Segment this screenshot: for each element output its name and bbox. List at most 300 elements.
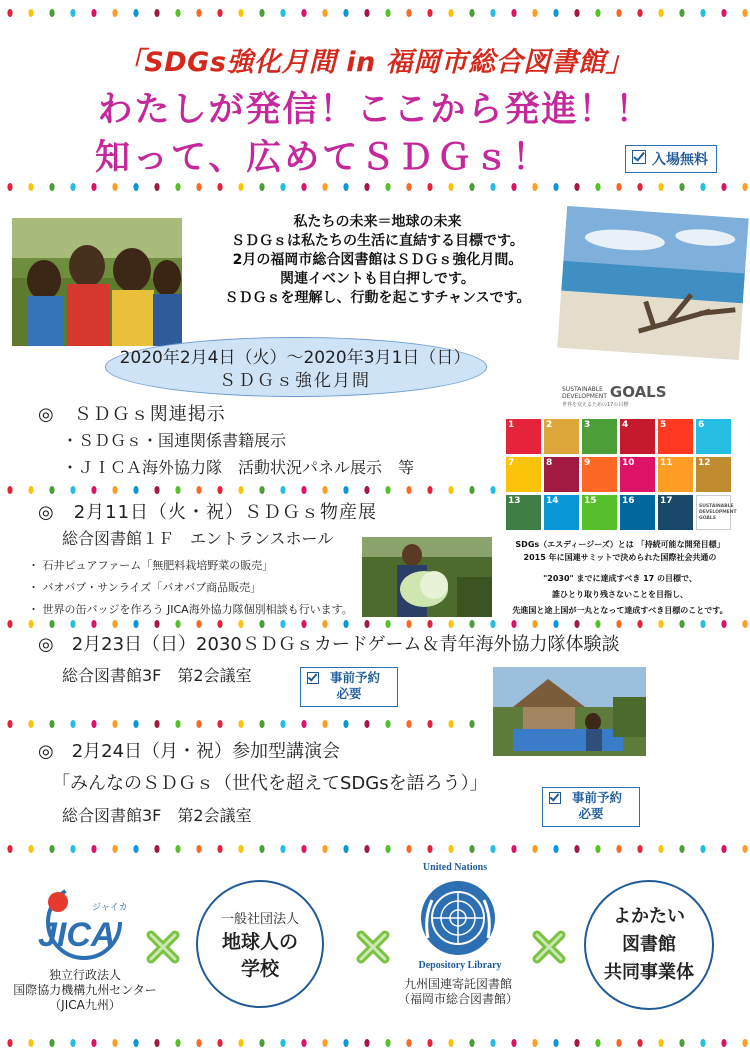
un-caption — [388, 977, 528, 1007]
decorative-dot — [448, 9, 453, 17]
cross-mark-icon — [356, 930, 390, 964]
sdg-goal-8-tile: 8 — [544, 457, 579, 492]
decorative-dot — [343, 845, 348, 853]
yokatai-library-circle — [584, 880, 714, 1010]
sdgs-desc-line: 誰ひとり取り残さないことを目指し、 — [552, 590, 688, 599]
decorative-dot — [7, 183, 12, 191]
decorative-dot — [553, 1039, 558, 1047]
decorative-dot — [385, 720, 390, 728]
decorative-dot — [196, 486, 201, 494]
decorative-dot — [91, 1039, 96, 1047]
decorative-dot — [280, 620, 285, 628]
decorative-dot — [679, 845, 684, 853]
decorative-dot — [469, 183, 474, 191]
decorative-dot — [595, 620, 600, 628]
dot-divider — [0, 842, 750, 856]
decorative-dot — [7, 720, 12, 728]
jica-logo — [28, 880, 140, 960]
period-label: ＳＤＧｓ強化月間 — [219, 371, 371, 391]
decorative-dot — [406, 9, 411, 17]
decorative-dot — [28, 1039, 33, 1047]
decorative-dot — [490, 9, 495, 17]
decorative-dot — [49, 845, 54, 853]
decorative-dot — [133, 486, 138, 494]
cross-mark-icon — [532, 930, 566, 964]
decorative-dot — [91, 9, 96, 17]
event2-item: ・ 世界の缶バッジを作ろう JICA海外協力隊個別相談も行います。 — [28, 603, 353, 616]
decorative-dot — [700, 620, 705, 628]
decorative-dot — [637, 1039, 642, 1047]
sdgs-logo-text: DEVELOPMENT — [699, 510, 737, 515]
decorative-dot — [448, 620, 453, 628]
intro-line: 私たちの未来＝地球の未来 — [293, 214, 462, 230]
decorative-dot — [133, 9, 138, 17]
decorative-dot — [301, 183, 306, 191]
decorative-dot — [112, 9, 117, 17]
sdg-goal-12-tile: 12 — [696, 457, 731, 492]
decorative-dot — [238, 845, 243, 853]
decorative-dot — [238, 183, 243, 191]
decorative-dot — [343, 486, 348, 494]
reserve-line1: 事前予約 — [571, 790, 622, 805]
sdg-goal-5-tile: 5 — [658, 419, 693, 454]
sdg-goal-2-tile: 2 — [544, 419, 579, 454]
sdgs-header-line2: DEVELOPMENT — [562, 393, 607, 400]
decorative-dot — [217, 620, 222, 628]
decorative-dot — [532, 620, 537, 628]
event3-title: ◎ 2月23日（日）2030ＳＤＧｓカードゲーム＆青年海外協力隊体験談 — [38, 634, 620, 655]
decorative-dot — [154, 183, 159, 191]
decorative-dot — [637, 620, 642, 628]
decorative-dot — [112, 845, 117, 853]
decorative-dot — [49, 486, 54, 494]
decorative-dot — [595, 9, 600, 17]
dot-divider — [0, 180, 750, 194]
decorative-dot — [217, 9, 222, 17]
decorative-dot — [196, 1039, 201, 1047]
decorative-dot — [133, 720, 138, 728]
sdg-goal-9-tile: 9 — [582, 457, 617, 492]
checkbox-icon — [307, 672, 319, 684]
decorative-dot — [28, 183, 33, 191]
org-name-line: 図書館 — [622, 934, 676, 955]
decorative-dot — [490, 183, 495, 191]
decorative-dot — [343, 620, 348, 628]
sdgs-header-line1: SUSTAINABLE — [562, 386, 603, 393]
org-name-line: 共同事業体 — [604, 962, 694, 983]
decorative-dot — [469, 845, 474, 853]
sdgs-desc-line: 先進国と途上国が一丸となって達成すべき目標のことです。 — [512, 606, 728, 615]
decorative-dot — [511, 620, 516, 628]
sdgs-panel — [500, 385, 742, 535]
intro-line: 2月の福岡市総合図書館はＳＤＧｓ強化月間。 — [232, 252, 523, 268]
decorative-dot — [490, 486, 495, 494]
decorative-dot — [49, 1039, 54, 1047]
decorative-dot — [364, 720, 369, 728]
decorative-dot — [280, 720, 285, 728]
decorative-dot — [301, 9, 306, 17]
title-line-2: わたしが発信！ここから発進！！ — [97, 90, 653, 130]
decorative-dot — [322, 845, 327, 853]
decorative-dot — [385, 486, 390, 494]
decorative-dot — [616, 9, 621, 17]
decorative-dot — [175, 1039, 180, 1047]
decorative-dot — [616, 620, 621, 628]
decorative-dot — [28, 620, 33, 628]
decorative-dot — [196, 720, 201, 728]
decorative-dot — [406, 845, 411, 853]
decorative-dot — [154, 720, 159, 728]
jica-caption-line: （JICA九州） — [49, 998, 121, 1012]
decorative-dot — [427, 845, 432, 853]
decorative-dot — [721, 620, 726, 628]
title-line-3: 知って、広めてＳＤＧｓ！ — [95, 138, 551, 178]
decorative-dot — [448, 845, 453, 853]
decorative-dot — [238, 1039, 243, 1047]
sdg-goal-16-tile: 16 — [620, 495, 655, 530]
decorative-dot — [154, 845, 159, 853]
decorative-dot — [259, 720, 264, 728]
decorative-dot — [700, 9, 705, 17]
checkbox-icon — [632, 150, 646, 164]
decorative-dot — [574, 9, 579, 17]
decorative-dot — [133, 1039, 138, 1047]
decorative-dot — [70, 486, 75, 494]
decorative-dot — [595, 845, 600, 853]
decorative-dot — [469, 1039, 474, 1047]
decorative-dot — [532, 183, 537, 191]
decorative-dot — [616, 1039, 621, 1047]
intro-text — [190, 213, 565, 308]
decorative-dot — [175, 845, 180, 853]
reserve-line1: 事前予約 — [329, 670, 380, 685]
sdgs-goals-word: GOALS — [609, 383, 667, 401]
decorative-dot — [364, 1039, 369, 1047]
decorative-dot — [658, 620, 663, 628]
decorative-dot — [427, 1039, 432, 1047]
decorative-dot — [217, 183, 222, 191]
decorative-dot — [490, 845, 495, 853]
decorative-dot — [175, 720, 180, 728]
volunteer-photo — [493, 667, 646, 756]
decorative-dot — [280, 183, 285, 191]
decorative-dot — [742, 9, 747, 17]
decorative-dot — [343, 720, 348, 728]
decorative-dot — [616, 183, 621, 191]
sdg-goal-15-tile: 15 — [582, 495, 617, 530]
decorative-dot — [91, 486, 96, 494]
decorative-dot — [364, 486, 369, 494]
top-dot-border — [0, 6, 750, 20]
decorative-dot — [469, 620, 474, 628]
decorative-dot — [259, 1039, 264, 1047]
decorative-dot — [196, 620, 201, 628]
decorative-dot — [490, 620, 495, 628]
dot-divider — [0, 482, 500, 496]
decorative-dot — [7, 1039, 12, 1047]
decorative-dot — [280, 9, 285, 17]
decorative-dot — [448, 720, 453, 728]
decorative-dot — [301, 620, 306, 628]
sdg-goal-4-tile: 4 — [620, 419, 655, 454]
decorative-dot — [112, 486, 117, 494]
decorative-dot — [322, 486, 327, 494]
decorative-dot — [28, 486, 33, 494]
decorative-dot — [154, 486, 159, 494]
decorative-dot — [91, 183, 96, 191]
decorative-dot — [553, 183, 558, 191]
children-photo — [12, 218, 182, 346]
period-dates: 2020年2月4日（火）～2020年3月1日（日） — [119, 348, 471, 368]
decorative-dot — [700, 1039, 705, 1047]
decorative-dot — [322, 9, 327, 17]
decorative-dot — [49, 720, 54, 728]
decorative-dot — [574, 183, 579, 191]
decorative-dot — [364, 620, 369, 628]
decorative-dot — [532, 1039, 537, 1047]
decorative-dot — [175, 183, 180, 191]
event4-place: 総合図書館3F 第2会議室 — [62, 806, 252, 825]
decorative-dot — [427, 183, 432, 191]
sdgs-desc-line: SDGs（エスディージーズ）とは 「持続可能な開発目標」 — [515, 540, 725, 549]
intro-line: 関連イベントも目白押しです。 — [280, 271, 475, 287]
decorative-dot — [196, 9, 201, 17]
decorative-dot — [154, 9, 159, 17]
decorative-dot — [280, 486, 285, 494]
decorative-dot — [154, 620, 159, 628]
decorative-dot — [532, 845, 537, 853]
decorative-dot — [7, 620, 12, 628]
decorative-dot — [637, 9, 642, 17]
decorative-dot — [721, 183, 726, 191]
decorative-dot — [217, 720, 222, 728]
decorative-dot — [595, 183, 600, 191]
dot-divider — [0, 716, 490, 730]
beach-photo — [557, 206, 748, 360]
decorative-dot — [637, 845, 642, 853]
decorative-dot — [322, 720, 327, 728]
decorative-dot — [469, 9, 474, 17]
decorative-dot — [679, 183, 684, 191]
cross-mark-icon — [146, 930, 180, 964]
decorative-dot — [259, 9, 264, 17]
decorative-dot — [175, 9, 180, 17]
decorative-dot — [196, 183, 201, 191]
sdgs-desc-line: 2015 年に国連サミットで決められた国際社会共通の — [523, 553, 717, 562]
decorative-dot — [469, 720, 474, 728]
jica-caption-line: 独立行政法人 — [48, 968, 121, 982]
decorative-dot — [217, 845, 222, 853]
decorative-dot — [385, 845, 390, 853]
decorative-dot — [448, 1039, 453, 1047]
decorative-dot — [406, 486, 411, 494]
event3-place: 総合図書館3F 第2会議室 — [62, 666, 252, 685]
sdg-goal-3-tile: 3 — [582, 419, 617, 454]
decorative-dot — [679, 9, 684, 17]
decorative-dot — [658, 845, 663, 853]
decorative-dot — [574, 845, 579, 853]
decorative-dot — [322, 1039, 327, 1047]
event1-item: ・ＳＤＧｓ・国連関係書籍展示 — [62, 431, 287, 450]
decorative-dot — [7, 845, 12, 853]
decorative-dot — [469, 486, 474, 494]
decorative-dot — [112, 1039, 117, 1047]
decorative-dot — [70, 845, 75, 853]
jica-logo-kana: ジャイカ — [92, 903, 128, 913]
decorative-dot — [217, 486, 222, 494]
decorative-dot — [238, 620, 243, 628]
decorative-dot — [364, 183, 369, 191]
decorative-dot — [280, 845, 285, 853]
decorative-dot — [217, 1039, 222, 1047]
sdg-goal-1-tile: 1 — [506, 419, 541, 454]
decorative-dot — [28, 720, 33, 728]
decorative-dot — [133, 620, 138, 628]
decorative-dot — [553, 9, 558, 17]
decorative-dot — [322, 620, 327, 628]
sdgs-header — [562, 385, 682, 408]
event2-item: ・ バオバブ・サンライズ「バオバブ商品販売」 — [28, 581, 262, 594]
dot-divider — [0, 1036, 750, 1050]
jica-logo-text: JICA — [38, 916, 116, 954]
decorative-dot — [28, 845, 33, 853]
decorative-dot — [259, 620, 264, 628]
decorative-dot — [70, 720, 75, 728]
decorative-dot — [700, 183, 705, 191]
sdg-goal-10-tile: 10 — [620, 457, 655, 492]
decorative-dot — [385, 1039, 390, 1047]
decorative-dot — [301, 486, 306, 494]
decorative-dot — [70, 620, 75, 628]
un-emblem-icon — [418, 878, 498, 958]
decorative-dot — [70, 9, 75, 17]
decorative-dot — [385, 9, 390, 17]
decorative-dot — [406, 183, 411, 191]
event4-subtitle: 「みんなのＳＤＧｓ（世代を超えてSDGsを語ろう）」 — [52, 773, 488, 794]
decorative-dot — [742, 183, 747, 191]
decorative-dot — [364, 9, 369, 17]
sdgs-logo-text: GOALS — [699, 516, 716, 521]
decorative-dot — [574, 620, 579, 628]
sdgs-logo-tile — [696, 495, 737, 530]
decorative-dot — [511, 845, 516, 853]
decorative-dot — [301, 720, 306, 728]
decorative-dot — [238, 486, 243, 494]
title-line-1: 「SDGs強化月間 in 福岡市総合図書館」 — [116, 47, 634, 78]
decorative-dot — [154, 1039, 159, 1047]
decorative-dot — [574, 1039, 579, 1047]
decorative-dot — [595, 1039, 600, 1047]
decorative-dot — [301, 845, 306, 853]
event4-reservation-badge — [542, 787, 640, 827]
decorative-dot — [658, 1039, 663, 1047]
free-entry-label: 入場無料 — [652, 152, 708, 168]
checkbox-icon — [549, 792, 561, 804]
org-name-line: よかたい — [613, 906, 685, 927]
un-title: United Nations — [422, 862, 488, 873]
decorative-dot — [406, 720, 411, 728]
decorative-dot — [49, 9, 54, 17]
decorative-dot — [112, 720, 117, 728]
decorative-dot — [490, 1039, 495, 1047]
decorative-dot — [364, 845, 369, 853]
dot-divider — [0, 617, 750, 631]
event4-title: ◎ 2月24日（月・祝）参加型講演会 — [38, 741, 341, 762]
decorative-dot — [385, 183, 390, 191]
jica-caption-line: 国際協力機構九州センター — [13, 983, 157, 997]
org-type: 一般社団法人 — [220, 911, 299, 927]
decorative-dot — [742, 1039, 747, 1047]
event1-title: ◎ ＳＤＧｓ関連掲示 — [38, 404, 226, 425]
org-name-line: 学校 — [240, 957, 279, 980]
decorative-dot — [427, 720, 432, 728]
sdg-goal-7-tile: 7 — [506, 457, 541, 492]
decorative-dot — [721, 9, 726, 17]
decorative-dot — [7, 486, 12, 494]
decorative-dot — [511, 9, 516, 17]
decorative-dot — [91, 845, 96, 853]
decorative-dot — [70, 1039, 75, 1047]
decorative-dot — [427, 486, 432, 494]
decorative-dot — [91, 720, 96, 728]
sdg-goal-6-tile: 6 — [696, 419, 731, 454]
decorative-dot — [322, 183, 327, 191]
decorative-dot — [238, 720, 243, 728]
org-name-line: 地球人の — [221, 930, 298, 953]
decorative-dot — [259, 845, 264, 853]
decorative-dot — [133, 845, 138, 853]
decorative-dot — [385, 620, 390, 628]
decorative-dot — [49, 183, 54, 191]
decorative-dot — [406, 1039, 411, 1047]
decorative-dot — [553, 620, 558, 628]
decorative-dot — [343, 183, 348, 191]
decorative-dot — [616, 845, 621, 853]
chikyujin-school-circle — [196, 880, 324, 1008]
reserve-line2: 必要 — [336, 686, 362, 701]
event3-reservation-badge — [300, 667, 398, 707]
decorative-dot — [112, 620, 117, 628]
decorative-dot — [259, 486, 264, 494]
decorative-dot — [658, 9, 663, 17]
sdgs-desc-line: "2030" までに達成すべき 17 の目標で、 — [543, 574, 697, 583]
sdg-goal-14-tile: 14 — [544, 495, 579, 530]
decorative-dot — [427, 9, 432, 17]
decorative-dot — [28, 9, 33, 17]
decorative-dot — [259, 183, 264, 191]
event2-item: ・ 石井ピュアファーム「無肥料栽培野菜の販売」 — [28, 559, 274, 572]
decorative-dot — [133, 183, 138, 191]
decorative-dot — [343, 1039, 348, 1047]
decorative-dot — [448, 183, 453, 191]
un-caption-line: 九州国連寄託図書館 — [403, 977, 512, 991]
intro-line: ＳＤＧｓは私たちの生活に直結する目標です。 — [231, 233, 524, 249]
decorative-dot — [196, 845, 201, 853]
free-entry-badge — [625, 145, 717, 173]
decorative-dot — [49, 620, 54, 628]
decorative-dot — [553, 845, 558, 853]
decorative-dot — [700, 845, 705, 853]
un-caption-line: （福岡市総合図書館） — [397, 992, 518, 1006]
decorative-dot — [658, 183, 663, 191]
decorative-dot — [70, 183, 75, 191]
decorative-dot — [112, 183, 117, 191]
reserve-line2: 必要 — [578, 806, 604, 821]
decorative-dot — [742, 620, 747, 628]
jica-caption — [10, 968, 160, 1013]
decorative-dot — [91, 620, 96, 628]
event1-item: ・ＪＩＣＡ海外協力隊 活動状況パネル展示 等 — [62, 458, 415, 477]
